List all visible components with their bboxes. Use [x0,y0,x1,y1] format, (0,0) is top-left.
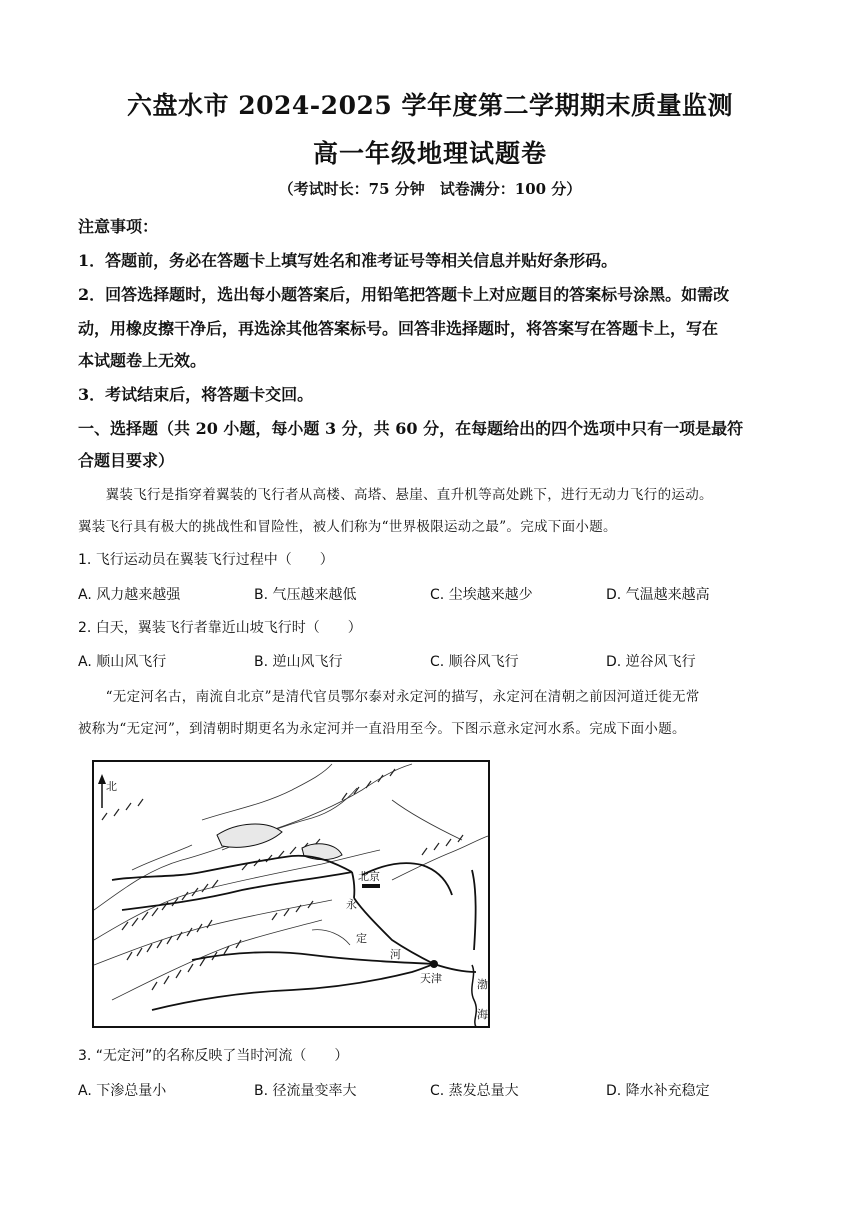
notice-item-1: 1．答题前，务必在答题卡上填写姓名和准考证号等相关信息并贴好条形码。 [78,251,618,270]
section-heading-line-2: 合题目要求） [78,451,175,470]
sea-label-char-2: 海 [477,1008,488,1021]
sea-label-char-1: 渤 [477,978,488,991]
question-1-option-a[interactable]: A. 风力越来越强 [78,587,181,603]
passage-1-line-2: 翼装飞行具有极大的挑战性和冒险性，被人们称为“世界极限运动之最”。完成下面小题。 [78,519,617,535]
river-label-char-1: 永 [346,898,357,911]
beijing-marker [362,884,380,888]
notice-item-2-line-1: 2．回答选择题时，选出每小题答案后，用铅笔把答题卡上对应题目的答案标号涂黑。如需改 [78,285,730,304]
north-label: 北 [106,780,117,793]
section-heading-line-1: 一、选择题（共 20 小题，每小题 3 分，共 60 分，在每题给出的四个选项中只有一项是最符 [78,419,744,438]
exam-title: 六盘水市 2024-2025 学年度第二学期期末质量监测 [127,91,733,120]
passage-2-line-1: “无定河名古，南流自北京”是清代官员鄂尔泰对永定河的描写，永定河在清朝之前因河道迁徙无常 [78,689,700,705]
notice-item-2-line-3: 本试题卷上无效。 [78,351,207,370]
yongding-river-map [92,760,490,1028]
tianjin-marker [430,960,438,968]
passage-2-line-2: 被称为“无定河”，到清朝时期更名为永定河并一直沿用至今。下图示意永定河水系。完成下面小题。 [78,721,686,737]
question-3-option-b[interactable]: B. 径流量变率大 [254,1083,357,1099]
river-label-char-3: 河 [390,948,401,961]
question-2-option-c[interactable]: C. 顺谷风飞行 [430,654,519,670]
question-3-stem: 3. “无定河”的名称反映了当时河流（ ） [78,1048,349,1064]
passage-1-line-1: 翼装飞行是指穿着翼装的飞行者从高楼、高塔、悬崖、直升机等高处跳下，进行无动力飞行的运动。 [78,487,713,503]
beijing-label: 北京 [358,870,380,883]
question-1-option-c[interactable]: C. 尘埃越来越少 [430,587,533,603]
question-1-stem: 1. 飞行运动员在翼装飞行过程中（ ） [78,552,334,568]
question-3-option-a[interactable]: A. 下渗总量小 [78,1083,167,1099]
exam-info: （考试时长：75 分钟 试卷满分：100 分） [278,180,582,198]
question-2-stem: 2. 白天，翼装飞行者靠近山坡飞行时（ ） [78,620,362,636]
question-2-option-a[interactable]: A. 顺山风飞行 [78,654,167,670]
question-1-option-d[interactable]: D. 气温越来越高 [606,587,710,603]
river-label-char-2: 定 [356,932,367,945]
notice-item-3: 3．考试结束后，将答题卡交回。 [78,385,314,404]
map-frame [93,761,489,1027]
notice-item-2-line-2: 动，用橡皮擦干净后，再选涂其他答案标号。回答非选择题时，将答案写在答题卡上，写在 [78,319,719,338]
question-3-option-d[interactable]: D. 降水补充稳定 [606,1083,710,1099]
exam-subject-title: 高一年级地理试题卷 [312,139,547,168]
question-2-option-b[interactable]: B. 逆山风飞行 [254,654,343,670]
tianjin-label: 天津 [420,972,442,985]
question-2-option-d[interactable]: D. 逆谷风飞行 [606,654,696,670]
notice-heading: 注意事项： [78,217,159,236]
question-1-option-b[interactable]: B. 气压越来越低 [254,587,357,603]
question-3-option-c[interactable]: C. 蒸发总量大 [430,1083,519,1099]
